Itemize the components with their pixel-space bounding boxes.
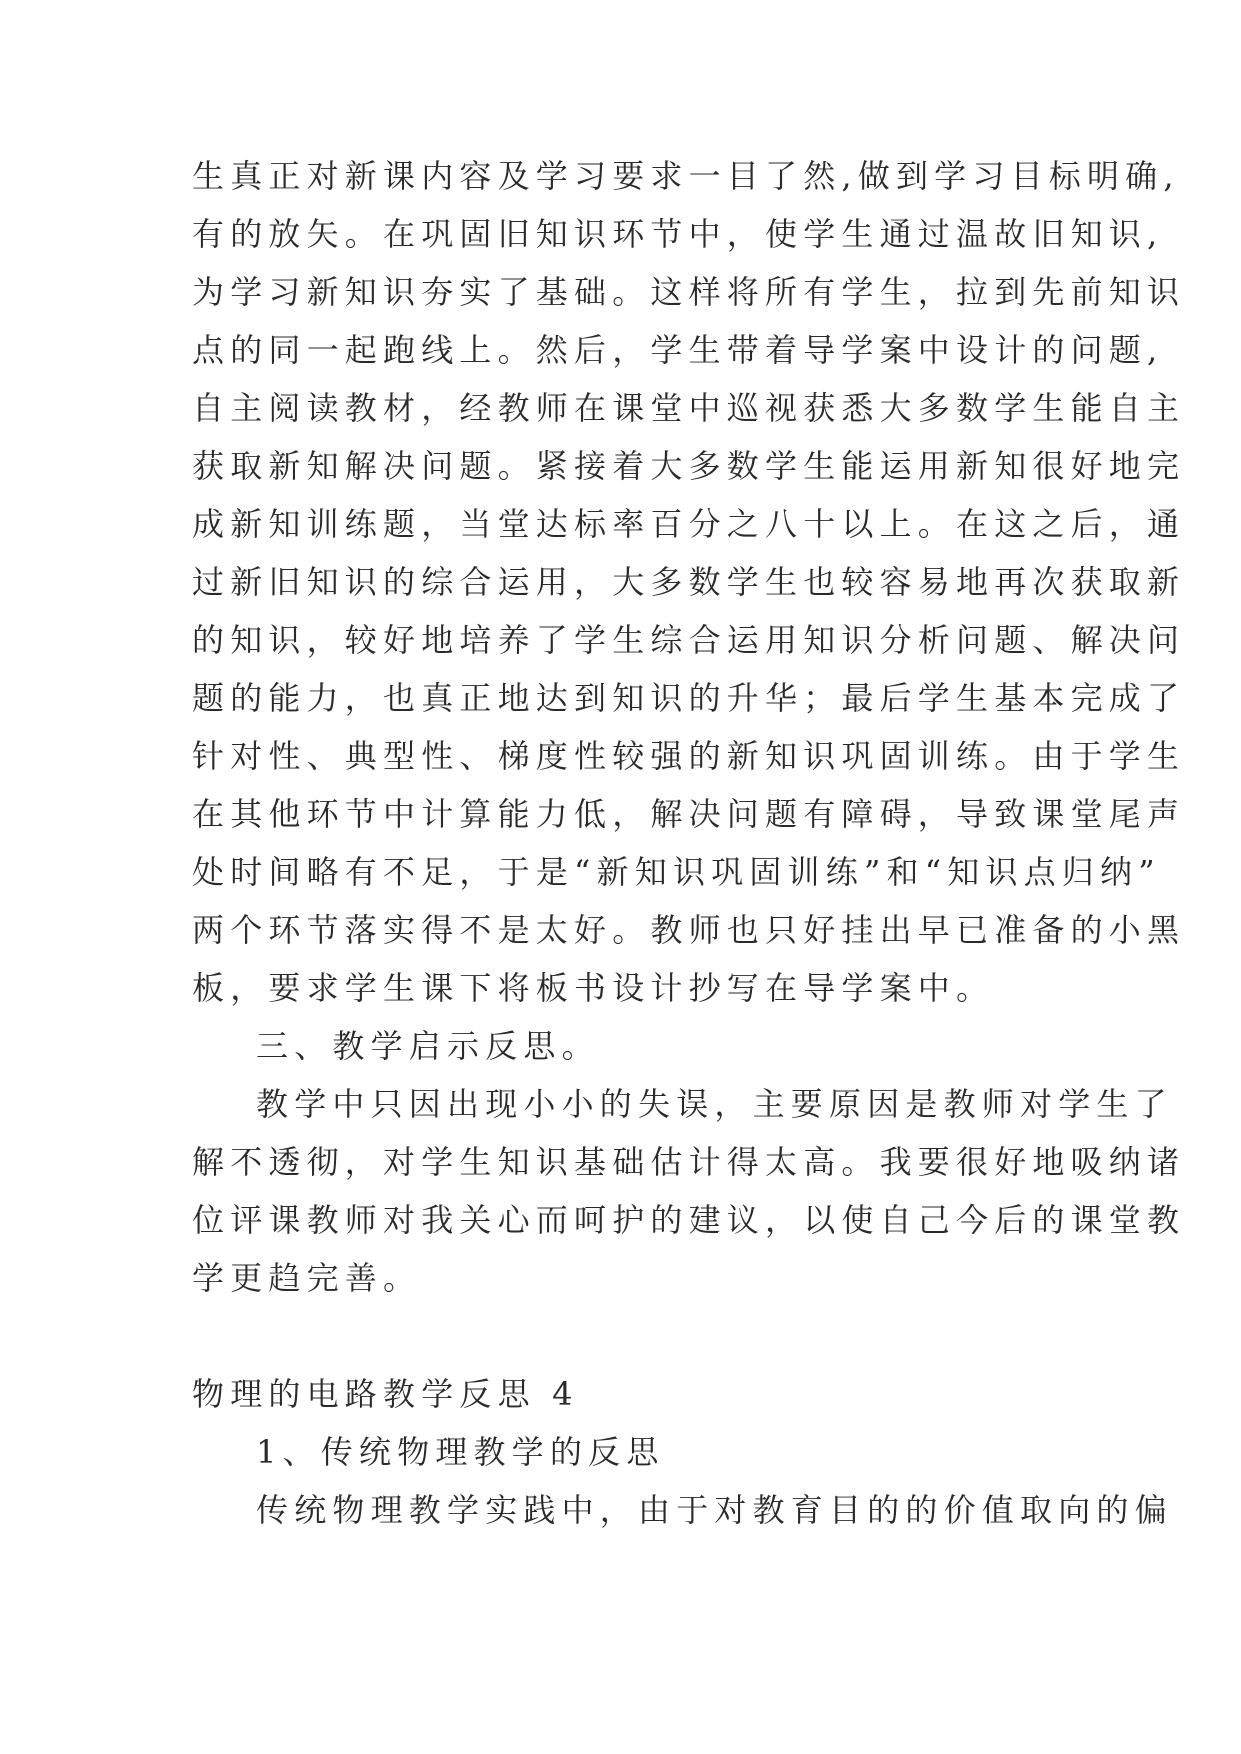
article-title: 物理的电路教学反思 4	[192, 1375, 579, 1413]
text-line: 处时间略有不足，于是“新知识巩固训练”和“知识点归纳”	[192, 853, 1161, 891]
text-line: 针对性、典型性、梯度性较强的新知识巩固训练。由于学生	[192, 737, 1186, 775]
section-heading: 1、传统物理教学的反思	[256, 1433, 665, 1471]
text-line: 位评课教师对我关心而呵护的建议，以使自己今后的课堂教	[192, 1201, 1186, 1239]
text-line: 获取新知解决问题。紧接着大多数学生能运用新知很好地完	[192, 447, 1186, 485]
text-line: 成新知训练题，当堂达标率百分之八十以上。在这之后，通	[192, 505, 1186, 543]
text-line: 传统物理教学实践中，由于对教育目的的价值取向的偏	[256, 1491, 1173, 1529]
text-line: 自主阅读教材，经教师在课堂中巡视获悉大多数学生能自主	[192, 389, 1186, 427]
text-line: 为学习新知识夯实了基础。这样将所有学生，拉到先前知识	[192, 273, 1186, 311]
text-line: 过新旧知识的综合运用，大多数学生也较容易地再次获取新	[192, 563, 1186, 601]
text-line: 教学中只因出现小小的失误，主要原因是教师对学生了	[256, 1085, 1173, 1123]
text-line: 点的同一起跑线上。然后，学生带着导学案中设计的问题,	[192, 331, 1164, 369]
text-line: 有的放矢。在巩固旧知识环节中，使学生通过温故旧知识,	[192, 215, 1164, 253]
text-line: 两个环节落实得不是太好。教师也只好挂出早已准备的小黑	[192, 911, 1186, 949]
text-line: 板，要求学生课下将板书设计抄写在导学案中。	[192, 969, 995, 1007]
text-line: 学更趋完善。	[192, 1259, 422, 1297]
text-line: 生真正对新课内容及学习要求一目了然,做到学习目标明确,	[192, 157, 1180, 195]
section-heading: 三、教学启示反思。	[256, 1027, 600, 1065]
text-line: 解不透彻，对学生知识基础估计得太高。我要很好地吸纳诸	[192, 1143, 1186, 1181]
text-line: 在其他环节中计算能力低，解决问题有障碍，导致课堂尾声	[192, 795, 1186, 833]
text-line: 的知识，较好地培养了学生综合运用知识分析问题、解决问	[192, 621, 1186, 659]
text-line: 题的能力，也真正地达到知识的升华；最后学生基本完成了	[192, 679, 1186, 717]
